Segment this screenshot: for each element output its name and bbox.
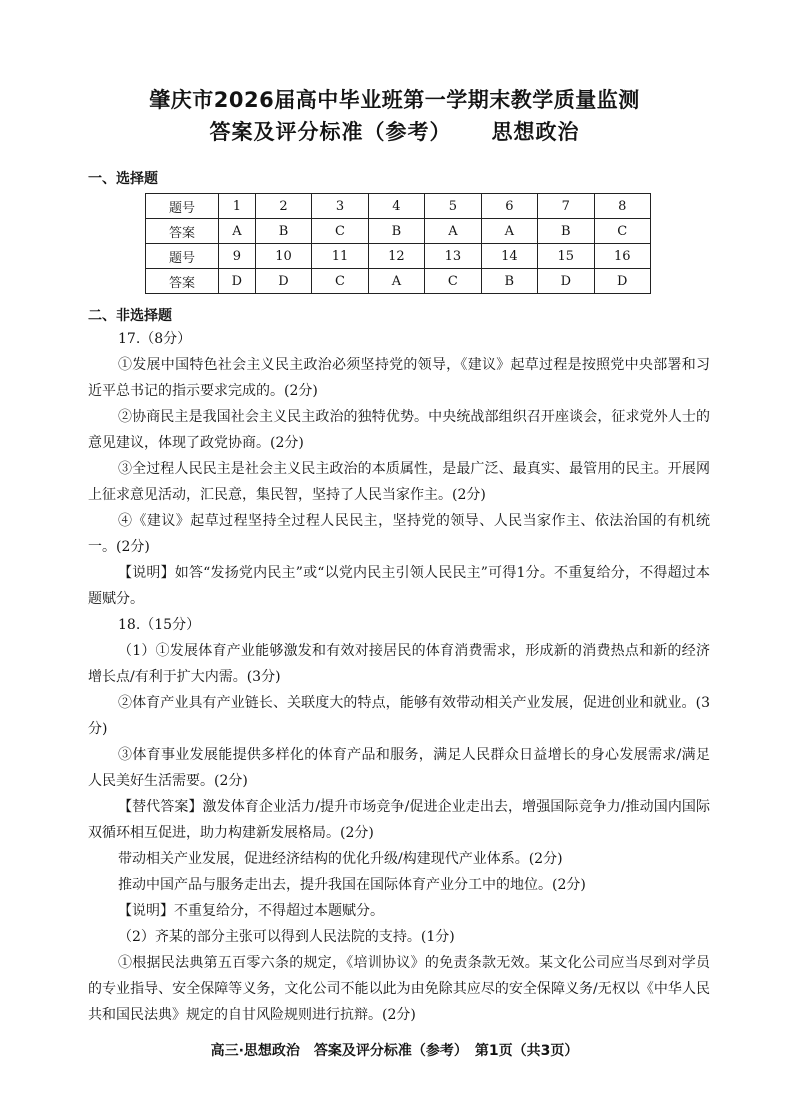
- table-cell: D: [538, 269, 594, 294]
- document-subtitle: [0, 116, 789, 146]
- q18-alternative-answer: 【替代答案】激发体育企业活力/提升市场竞争/促进企业走出去，增强国际竞争力/推动国内国际双循环相互促进，助力构建新发展格局。(2分): [88, 799, 710, 841]
- section-heading-choice: 一、选择题: [88, 171, 158, 187]
- table-cell: 12: [368, 244, 424, 269]
- q18-part2-point-1: ①根据民法典第五百零六条的规定，《培训协议》的免责条款无效。某文化公司应当尽到对学员的专业指导、安全保障等义务，文化公司不能以此为由免除其应尽的安全保障义务/无权以《中华人民共和国民法典》规定的自甘风险规则进行抗辩。(2分): [88, 955, 710, 1023]
- page-footer: 高三·思想政治 答案及评分标准（参考） 第1页（共3页）: [210, 1043, 579, 1059]
- q17-point-2: ②协商民主是我国社会主义民主政治的独特优势。中央统战部组织召开座谈会，征求党外人士的意见建议，体现了政党协商。(2分): [88, 409, 710, 451]
- table-cell: 11: [312, 244, 368, 269]
- table-cell: 9: [219, 244, 256, 269]
- q18-note: 【说明】不重复给分，不得超过本题赋分。: [118, 903, 384, 919]
- table-cell: B: [538, 219, 594, 244]
- q17-note: 【说明】如答“发扬党内民主”或“以党内民主引领人民民主”可得1分。不重复给分，不得超过本题赋分。: [88, 565, 710, 607]
- section-heading-nonchoice: 二、非选择题: [88, 308, 172, 324]
- table-cell: D: [219, 269, 256, 294]
- q18-alternative-answer-3: 推动中国产品与服务走出去，提升我国在国际体育产业分工中的地位。(2分): [118, 877, 586, 893]
- table-cell: C: [594, 219, 650, 244]
- table-header-cell: 答案: [146, 219, 219, 244]
- table-cell: 16: [594, 244, 650, 269]
- table-cell: C: [312, 219, 368, 244]
- q17-point-1: ①发展中国特色社会主义民主政治必须坚持党的领导，《建议》起草过程是按照党中央部署和习近平总书记的指示要求完成的。(2分): [88, 357, 710, 399]
- table-cell: 15: [538, 244, 594, 269]
- table-cell: A: [368, 269, 424, 294]
- table-row: [146, 194, 651, 219]
- q18-alternative-answer-2: 带动相关产业发展，促进经济结构的优化升级/构建现代产业体系。(2分): [118, 851, 563, 867]
- table-cell: 8: [594, 194, 650, 219]
- table-cell: 5: [425, 194, 481, 219]
- table-cell: C: [425, 269, 481, 294]
- table-row: [146, 219, 651, 244]
- table-cell: D: [594, 269, 650, 294]
- table-cell: 2: [255, 194, 311, 219]
- table-cell: C: [312, 269, 368, 294]
- table-cell: D: [255, 269, 311, 294]
- q18-part1-point-1: （1）①发展体育产业能够激发和有效对接居民的体育消费需求，形成新的消费热点和新的经济增长点/有利于扩大内需。(3分): [88, 643, 710, 685]
- table-header-cell: 题号: [146, 194, 219, 219]
- table-cell: B: [255, 219, 311, 244]
- q17-point-3: ③全过程人民民主是社会主义民主政治的本质属性，是最广泛、最真实、最管用的民主。开展网上征求意见活动，汇民意，集民智，坚持了人民当家作主。(2分): [88, 461, 710, 503]
- table-cell: B: [481, 269, 537, 294]
- table-header-cell: 题号: [146, 244, 219, 269]
- subtitle-subject: 思想政治: [491, 120, 580, 144]
- table-cell: 14: [481, 244, 537, 269]
- document-title: 肇庆市2026届高中毕业班第一学期末教学质量监测: [149, 88, 640, 112]
- q18-part2-intro: （2）齐某的部分主张可以得到人民法院的支持。(1分): [118, 929, 455, 945]
- table-cell: 10: [255, 244, 311, 269]
- table-row: [146, 269, 651, 294]
- table-cell: 6: [481, 194, 537, 219]
- table-cell: 7: [538, 194, 594, 219]
- table-cell: B: [368, 219, 424, 244]
- table-cell: 4: [368, 194, 424, 219]
- subtitle-answer-standard: 答案及评分标准（参考）: [209, 120, 452, 144]
- table-cell: A: [425, 219, 481, 244]
- table-cell: 13: [425, 244, 481, 269]
- q18-part1-point-3: ③体育事业发展能提供多样化的体育产品和服务，满足人民群众日益增长的身心发展需求/满足人民美好生活需要。(2分): [88, 747, 710, 789]
- table-header-cell: 答案: [146, 269, 219, 294]
- q17-point-4: ④《建议》起草过程坚持全过程人民民主，坚持党的领导、人民当家作主、依法治国的有机统一。(2分): [88, 513, 710, 555]
- q18-part1-point-2: ②体育产业具有产业链长、关联度大的特点，能够有效带动相关产业发展，促进创业和就业。(3分): [88, 695, 710, 737]
- answer-table: [145, 193, 651, 294]
- question-18-heading: 18.（15分）: [118, 617, 201, 633]
- table-row: [146, 244, 651, 269]
- question-17-heading: 17.（8分）: [118, 331, 192, 347]
- table-cell: A: [219, 219, 256, 244]
- table-cell: 1: [219, 194, 256, 219]
- table-cell: 3: [312, 194, 368, 219]
- table-cell: A: [481, 219, 537, 244]
